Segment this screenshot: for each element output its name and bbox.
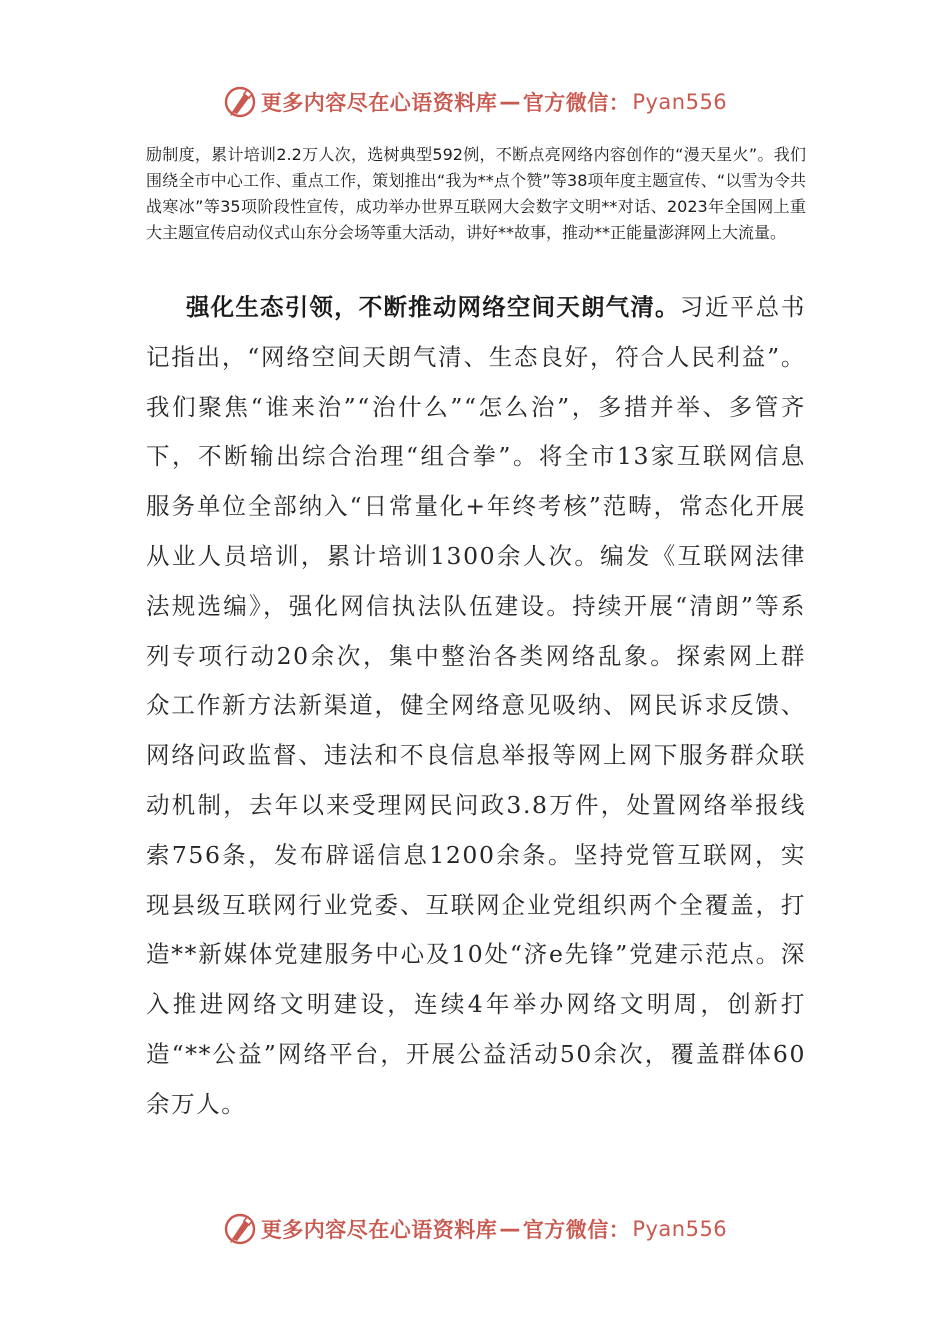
watermark-id: Pyan556 <box>632 90 728 114</box>
watermark-id: Pyan556 <box>632 1217 728 1241</box>
section-body-text: 习近平总书记指出，“网络空间天朗气清、生态良好，符合人民利益”。我们聚焦“谁来治”“治什么”“怎么治”，多措并举、多管齐下，不断输出综合治理“组合拳”。将全市13家互联网信息服务单位全部纳入“日常量化+年终考核”范畴，常态化开展从业人员培训，累计培训1300余人次。编发《互联网法律法规选编》，强化网信执法队伍建设。持续开展“清朗”等系列专项行动20余次，集中整治各类网络乱象。探索网上群众工作新方法新渠道，健全网络意见吸纳、网民诉求反馈、网络问政监督、违法和不良信息举报等网上网下服务群众联动机制，去年以来受理网民问政3.8万件，处置网络举报线索756条，发布辟谣信息1200余条。坚持党管互联网，实现县级互联网行业党委、互联网企业党组织两个全覆盖，打造**新媒体党建服务中心及10处“济e先锋”党建示范点。深入推进网络文明建设，连续4年举办网络文明周，创新打造“**公益”网络平台，开展公益活动50余次，覆盖群体60余万人。 <box>146 293 806 1118</box>
watermark-separator: — <box>499 90 521 114</box>
watermark-label: 官方微信： <box>522 91 631 115</box>
watermark-text: 更多内容尽在心语资料库 <box>260 1218 498 1242</box>
section-lead-sentence: 强化生态引领，不断推动网络空间天朗气清。 <box>186 293 680 321</box>
watermark-separator: — <box>499 1217 521 1241</box>
watermark-text: 更多内容尽在心语资料库 <box>260 91 498 115</box>
watermark-label: 官方微信： <box>522 1218 631 1242</box>
continuation-paragraph: 励制度，累计培训2.2万人次，选树典型592例，不断点亮网络内容创作的“漫天星火”。我们围绕全市中心工作、重点工作，策划推出“我为**点个赞”等38项年度主题宣传、“以雪为令共战寒冰”等35项阶段性宣传，成功举办世界互联网大会数字文明**对话、2023年全国网上重大主题宣传启动仪式山东分会场等重大活动，讲好**故事，推动**正能量澎湃网上大流量。 <box>146 145 806 242</box>
pen-logo-icon <box>223 1212 257 1246</box>
pen-logo-icon <box>223 85 257 119</box>
section-paragraph <box>146 283 806 1130</box>
watermark-header <box>0 80 950 124</box>
watermark-footer <box>0 1207 950 1251</box>
